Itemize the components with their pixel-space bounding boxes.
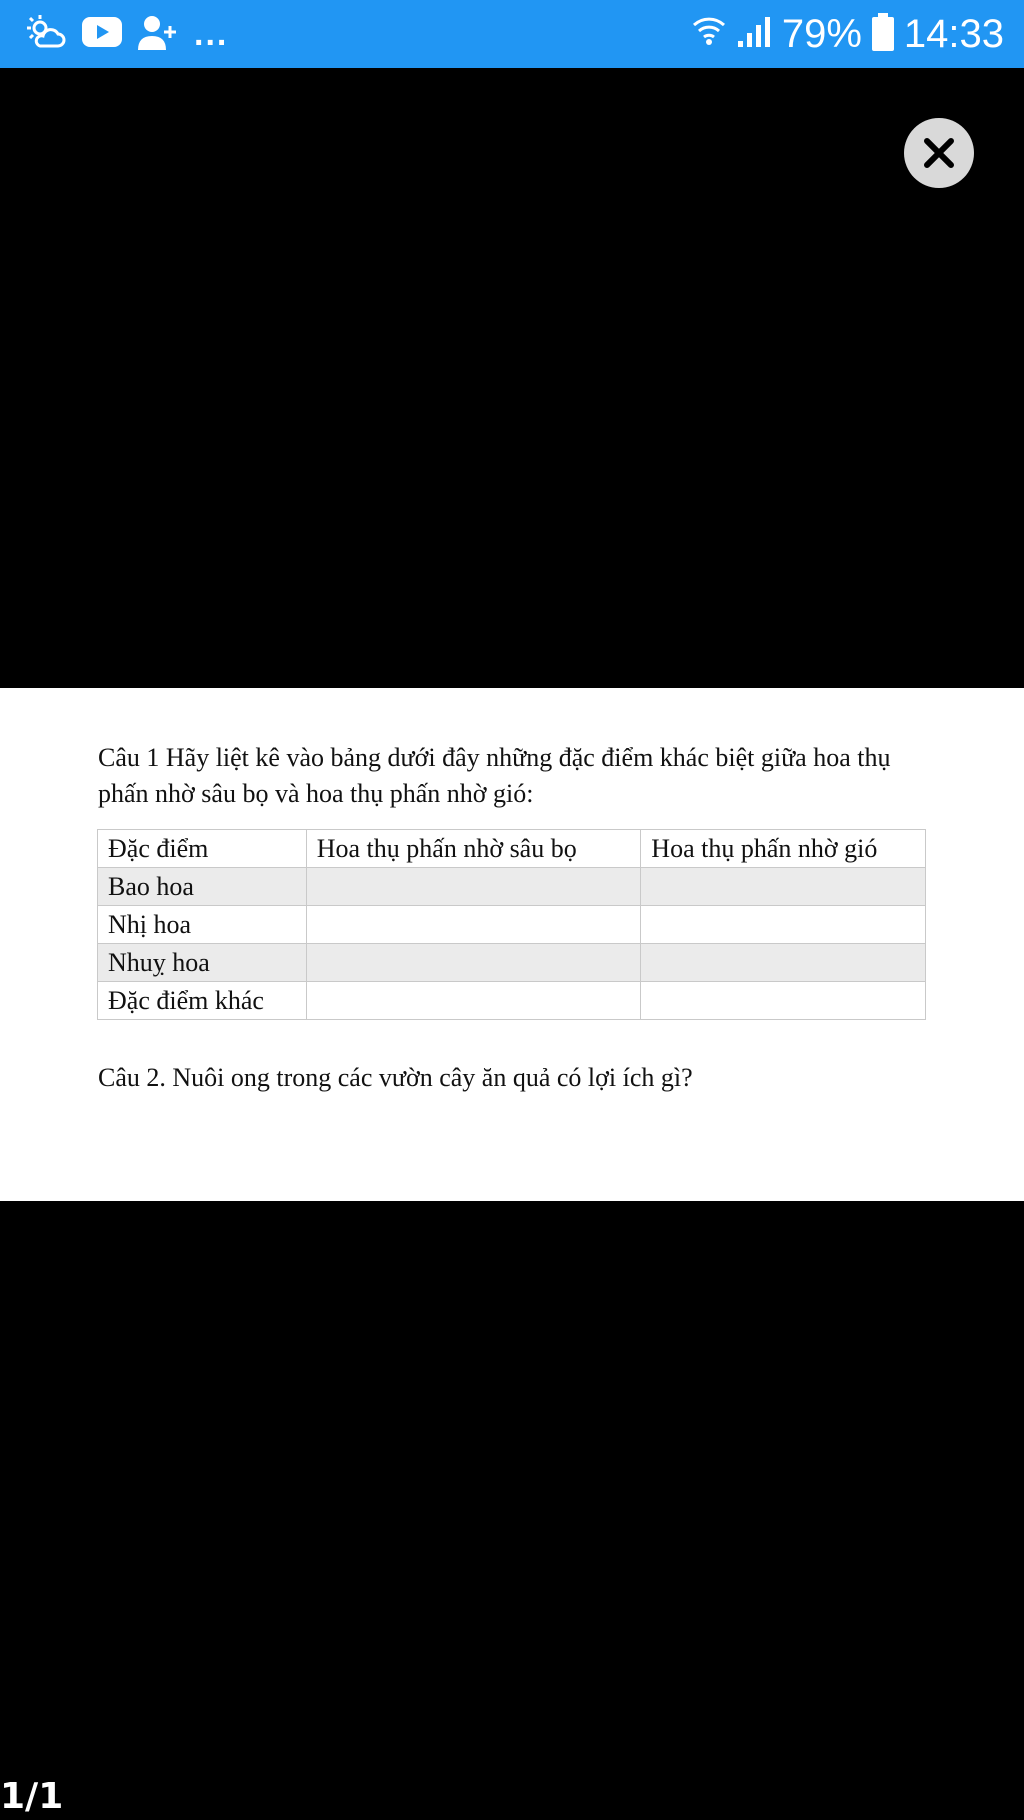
table-row	[98, 944, 926, 982]
table-row	[98, 868, 926, 906]
table-cell	[641, 868, 926, 906]
table-cell: Đặc điểm khác	[98, 982, 307, 1020]
header-cell: Hoa thụ phấn nhờ sâu bọ	[306, 830, 641, 868]
status-bar	[0, 0, 1024, 68]
add-contact-icon	[138, 14, 178, 54]
notification-overflow: ...	[194, 15, 229, 53]
question-2: Câu 2. Nuôi ong trong các vườn cây ăn quả có lợi ích gì?	[98, 1063, 693, 1092]
document-image[interactable]	[0, 688, 1024, 1201]
youtube-icon	[82, 17, 122, 51]
table-cell	[306, 868, 641, 906]
table-cell: Nhuỵ hoa	[98, 944, 307, 982]
table-cell	[641, 982, 926, 1020]
battery-percent: 79%	[781, 12, 862, 56]
clock: 14:33	[903, 12, 1004, 56]
table-row	[98, 982, 926, 1020]
table-cell: Bao hoa	[98, 868, 307, 906]
close-button[interactable]	[904, 118, 974, 188]
table-cell	[641, 906, 926, 944]
close-icon	[922, 136, 956, 170]
battery-icon	[872, 13, 894, 55]
comparison-table	[97, 829, 926, 1020]
question-1: Câu 1 Hãy liệt kê vào bảng dưới đây những đặc điểm khác biệt giữa hoa thụ phấn nhờ sâu bọ và hoa thụ phấn nhờ gió:	[98, 743, 891, 808]
table-row	[98, 906, 926, 944]
table-cell	[306, 944, 641, 982]
wifi-icon	[692, 15, 726, 53]
status-bar-right	[682, 13, 1004, 55]
status-bar-left	[26, 14, 244, 54]
header-cell: Đặc điểm	[98, 830, 307, 868]
table-cell	[306, 906, 641, 944]
table-cell	[641, 944, 926, 982]
table-cell	[306, 982, 641, 1020]
page-counter: 1/1	[0, 1776, 64, 1817]
table-cell: Nhị hoa	[98, 906, 307, 944]
header-cell: Hoa thụ phấn nhờ gió	[641, 830, 926, 868]
weather-icon	[26, 14, 66, 54]
signal-icon	[736, 15, 772, 53]
table-header-row	[98, 830, 926, 868]
